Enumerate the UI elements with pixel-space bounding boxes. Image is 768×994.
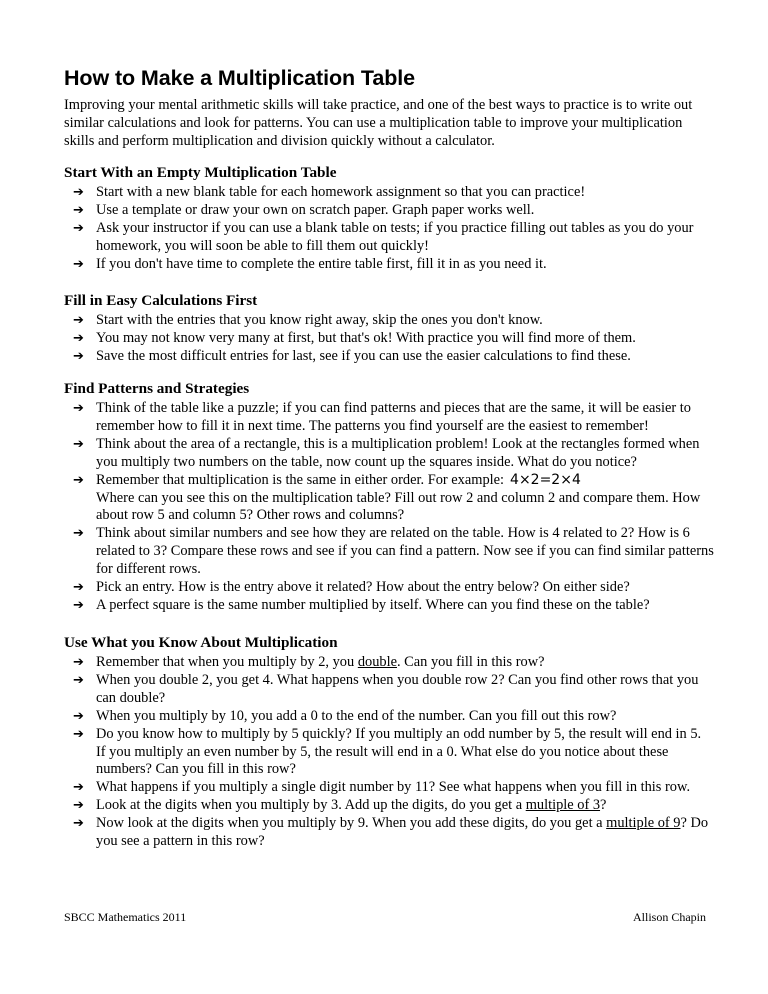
right-arrow-icon: ➔	[73, 436, 84, 452]
section-use-what-you-know	[64, 634, 714, 851]
right-arrow-icon: ➔	[73, 330, 84, 346]
right-arrow-icon: ➔	[73, 655, 84, 670]
section-heading: Find Patterns and Strategies	[64, 380, 250, 397]
list-item: ➔ Now look at the digits when you multiply by 9. When you add these digits, do you get a multiple of 9? Do you see a pattern in this row?	[73, 815, 709, 850]
list-item: ➔ You may not know very many at first, but that's ok! With practice you will find more of them.	[73, 329, 636, 346]
list-item: ➔ If you don't have time to complete the entire table first, fill it in as you need it.	[73, 255, 547, 272]
list-item: ➔ Start with the entries that you know right away, skip the ones you don't know.	[73, 312, 543, 328]
section-patterns-strategies	[64, 380, 714, 615]
double-link[interactable]: double	[357, 654, 397, 670]
right-arrow-icon: ➔	[73, 185, 84, 200]
list-item: ➔ A perfect square is the same number multiplied by itself. Where can you find these on the table?	[73, 596, 650, 613]
list-item: ➔ Pick an entry. How is the entry above it related? How about the entry below? On either side?	[73, 579, 630, 596]
intro-paragraph: Improving your mental arithmetic skills will take practice, and one of the best ways to practice is to write out similar calculations and look for patterns. You can use a multiplication table to improve your multiplication skills and perform multiplication and division quickly without a calculator.	[64, 97, 693, 149]
right-arrow-icon: ➔	[73, 202, 84, 218]
right-arrow-icon: ➔	[73, 220, 84, 236]
footer-left: SBCC Mathematics 2011	[64, 910, 187, 924]
right-arrow-icon: ➔	[73, 780, 84, 796]
right-arrow-icon: ➔	[73, 348, 84, 364]
list-item: ➔ When you double 2, you get 4. What happens when you double row 2? Can you find other rows that you can double?	[73, 671, 699, 706]
list-item: ➔ When you multiply by 10, you add a 0 to the end of the number. Can you fill out this row?	[73, 707, 617, 724]
right-arrow-icon: ➔	[73, 472, 84, 488]
right-arrow-icon: ➔	[73, 708, 84, 724]
bullet-list	[64, 184, 714, 274]
right-arrow-icon: ➔	[73, 672, 84, 688]
section-easy-calculations	[64, 292, 714, 366]
list-item: ➔ Use a template or draw your own on scratch paper. Graph paper works well.	[73, 201, 535, 218]
list-item: ➔ Look at the digits when you multiply by 3. Add up the digits, do you get a multiple of 3?	[73, 797, 607, 814]
section-heading: Fill in Easy Calculations First	[64, 292, 258, 309]
right-arrow-icon: ➔	[73, 597, 84, 613]
right-arrow-icon: ➔	[73, 726, 84, 742]
multiple-of-9-link[interactable]: multiple of 9	[606, 815, 681, 832]
multiple-of-3-link[interactable]: multiple of 3	[525, 797, 601, 814]
list-item: ➔ Ask your instructor if you can use a blank table on tests; if you practice filling out tables as you do your homework, you will soon be able to fill them out quickly!	[73, 219, 694, 254]
list-item: ➔ Think about the area of a rectangle, this is a multiplication problem! Look at the rectangles formed when you multiply two numbers on the table, now count up the squares inside. What do you notice?	[73, 435, 700, 470]
list-item: ➔ Save the most difficult entries for last, see if you can use the easier calculations to find these.	[73, 347, 631, 364]
section-empty-table	[64, 164, 714, 274]
right-arrow-icon: ➔	[73, 256, 84, 272]
footer-right: Allison Chapin	[632, 910, 706, 924]
list-item: ➔ What happens if you multiply a single digit number by 11? See what happens when you fill in this row.	[73, 779, 691, 796]
section-heading: Start With an Empty Multiplication Table	[64, 164, 337, 181]
right-arrow-icon: ➔	[73, 580, 84, 596]
list-item: ➔ Remember that multiplication is the same in either order. For example: 4×2=2×4 Where can you see this on the multiplication table? Fill out row 2 and column 2 and compare them. How about row 5 and column 5? Other rows and columns?	[73, 471, 701, 524]
right-arrow-icon: ➔	[73, 816, 84, 832]
list-item: ➔ Think about similar numbers and see how they are related on the table. How is 4 related to 2? How is 6 related to 3? Compare these rows and see if you can find a pattern. Now see if you can find similar patterns for different rows.	[73, 525, 714, 578]
page-title: How to Make a Multiplication Table	[64, 66, 415, 90]
list-item: ➔ Do you know how to multiply by 5 quickly? If you multiply an odd number by 5, the result will end in 5. If you multiply an even number by 5, the result will end in a 0. What else do you notice about these numbers? Can you fill in this row?	[73, 725, 702, 778]
right-arrow-icon: ➔	[73, 313, 84, 328]
bullet-list	[64, 400, 714, 615]
list-item: ➔ Think of the table like a puzzle; if you can find patterns and pieces that are the same, it will be easier to remember how to fill it in next time. The patterns you find yourself are the easiest to remember!	[73, 400, 691, 434]
bullet-list	[64, 654, 714, 851]
equation: 4×2=2×4	[510, 471, 581, 488]
right-arrow-icon: ➔	[73, 401, 84, 416]
right-arrow-icon: ➔	[73, 798, 84, 814]
list-item: ➔ Remember that when you multiply by 2, you double. Can you fill in this row?	[73, 654, 545, 670]
right-arrow-icon: ➔	[73, 526, 84, 542]
bullet-list	[64, 312, 714, 366]
list-item: ➔ Start with a new blank table for each homework assignment so that you can practice!	[73, 184, 586, 200]
section-heading: Use What you Know About Multiplication	[64, 634, 338, 651]
